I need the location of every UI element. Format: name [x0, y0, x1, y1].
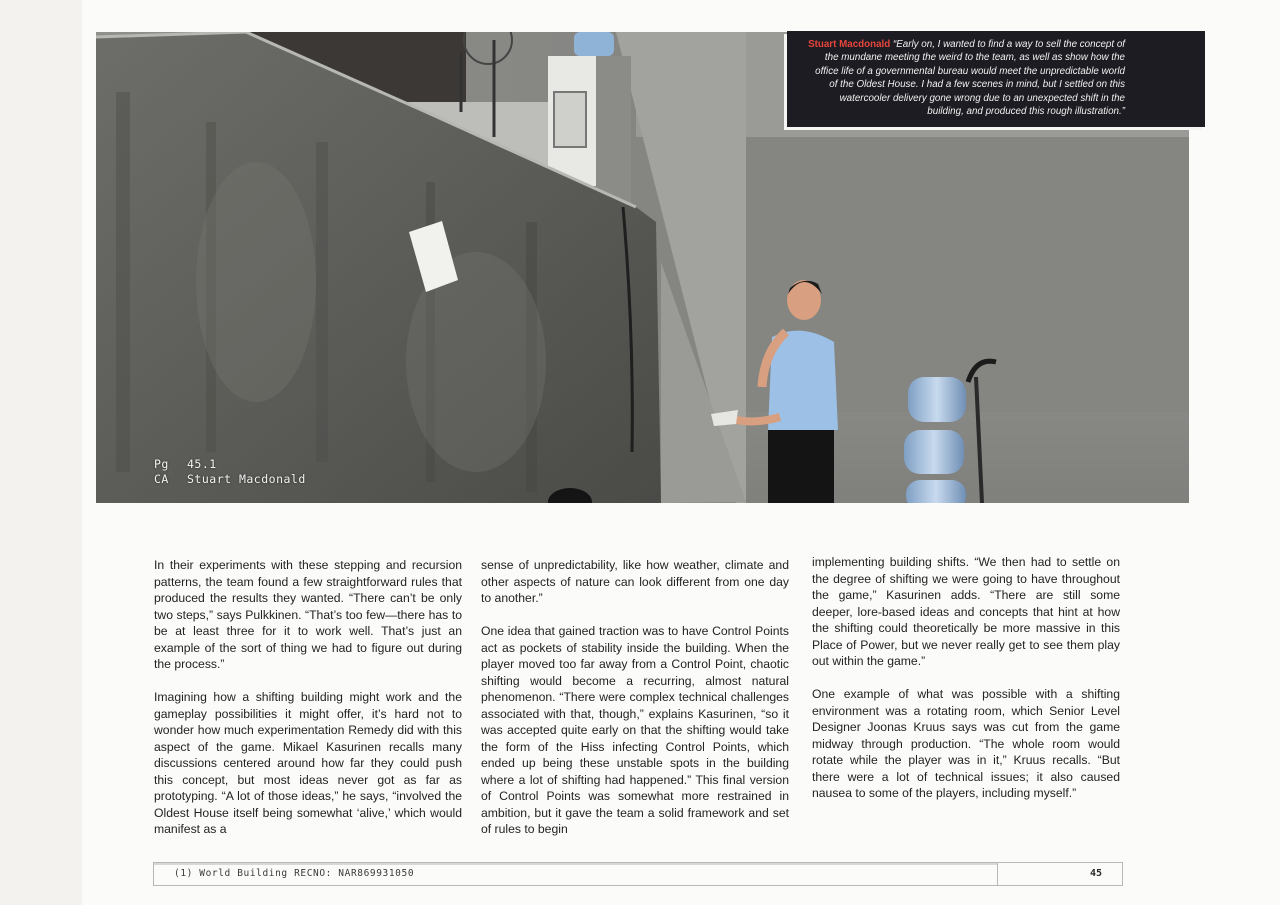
paragraph: sense of unpredictability, like how weather, climate and other aspects of nature can look different from one day to another.”	[481, 558, 789, 605]
footer-divider	[997, 863, 998, 885]
quote-author: Stuart Macdonald	[808, 39, 891, 50]
article-column-3	[812, 554, 1120, 818]
article-column-1	[154, 557, 462, 854]
footer-bar	[154, 863, 997, 865]
article-column-2	[481, 557, 789, 854]
artist-quote	[805, 38, 1125, 118]
paragraph: Imagining how a shifting building might work and the gameplay possibilities it might offer, it’s hard not to wonder how much experimentation Remedy did with this aspect of the game. Mikael Kasurinen recalls many discussions centered around how far they could push this concept, but most ideas never got as far as prototyping. “A lot of those ideas,” he says, “involved the Oldest House itself being somewhat ‘alive,’ which would manifest as a	[154, 690, 462, 836]
paragraph: One idea that gained traction was to have Control Points act as pockets of stability inside the building. When the player moved too far away from a Control Point, chaotic shifting would become a recurring, almost natural phenomenon. “There were complex technical challenges associated with that, though,” explains Kasurinen, “so it was accepted quite early on that the shifting would take the form of the Hiss infecting Control Points, which ended up being these unstable spots in the building where a lot of shifting had happened.” This final version of Control Points was somewhat more restrained in ambition, but it gave the team a solid framework and set of rules to begin	[481, 624, 789, 836]
credit-key: CA	[154, 472, 169, 486]
artist-quote-box	[787, 31, 1205, 127]
page-key: Pg	[154, 457, 169, 471]
credit-value: Stuart Macdonald	[187, 472, 306, 486]
page-value: 45.1	[187, 457, 217, 471]
page-number: 45	[1089, 868, 1102, 879]
page-footer	[153, 862, 1123, 886]
figure-caption-id	[154, 457, 306, 487]
paragraph: One example of what was possible with a shifting environment was a rotating room, which Senior Level Designer Joonas Kruus says was cut from the game midway through production. “The whole room would rotate while the player was in it,” Kruus recalls. “But there were a lot of technical issues; it also caused nausea to some of the players, including myself.”	[812, 687, 1120, 800]
footer-section-label: (1) World Building RECNO: NAR869931050	[174, 868, 415, 879]
paragraph: implementing building shifts. “We then had to settle on the degree of shifting we were going to have throughout the game,” Kasurinen adds. “There are still some deeper, lore-based ideas and concepts that hint at how the shifting could theoretically be more massive in this Place of Power, but we never really get to see them play out within the game.”	[812, 555, 1120, 668]
quote-text: “Early on, I wanted to find a way to sell the concept of the mundane meeting the weird to the team, as well as show how the office life of a governmental bureau would meet the unpredictable world of the Oldest House. I had a few scenes in mind, but I settled on this watercooler delivery gone wrong due to an unexpected shift in the building, and produced this rough illustration.”	[815, 39, 1125, 118]
paragraph: In their experiments with these stepping and recursion patterns, the team found a few straightforward rules that produced the results they wanted. “There can’t be only two steps,” says Pulkkinen. “That’s too few—there has to be at least three for it to work well. That’s just an example of the sort of thing we had to figure out during the process.”	[154, 558, 462, 671]
